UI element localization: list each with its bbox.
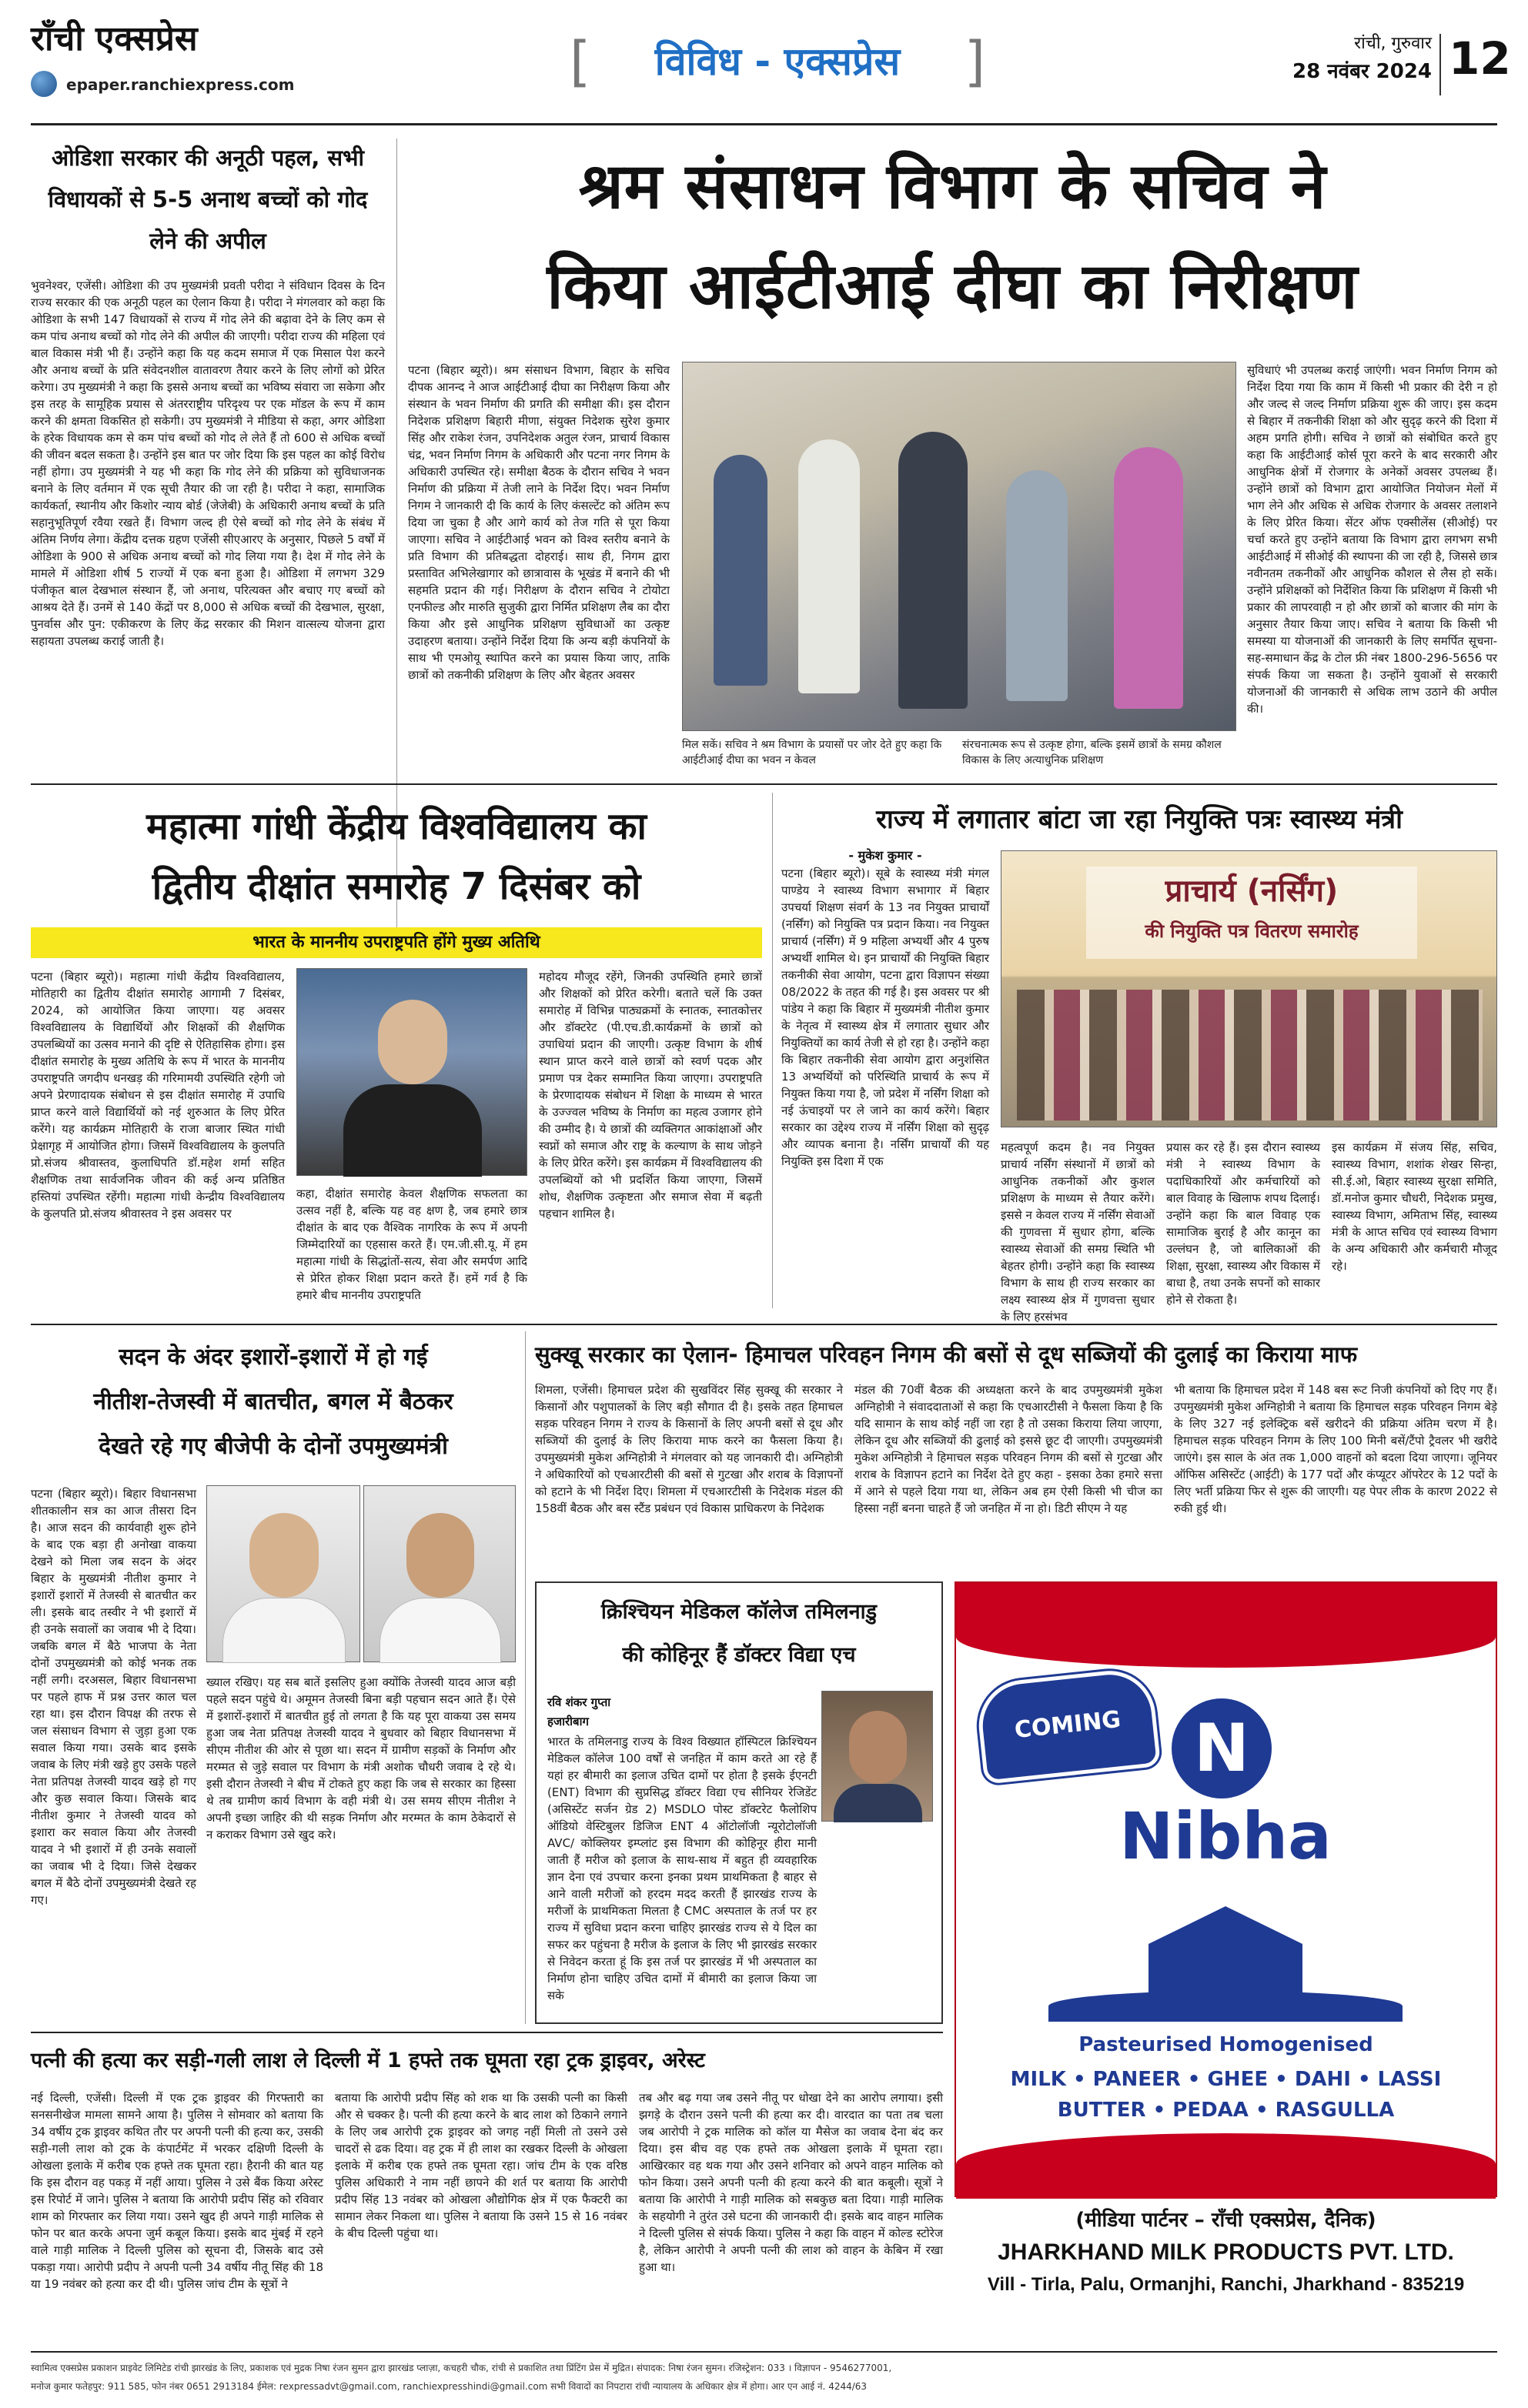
masthead	[0, 0, 1528, 131]
himachal-body-1: शिमला, एजेंसी। हिमाचल प्रदेश की सुखविंदर सिंह सुक्खू की सरकार ने किसानों और पशुपालकों के लिए बड़ी सौगात दी है। इसके तहत हिमाचल सड़क परिवहन निगम ने राज्य के किसानों के लिए अपनी बसों से दूध और सब्जियों की दुलाई के लिए किराया माफ करने का फैसला किया है। उपमुख्यमंत्री मुकेश अग्निहोत्री ने मंगलवार को यह जानकारी दी। अग्निहोत्री ने अधिकारियों को एचआरटीसी की बसों से गुटखा और शराब के विज्ञापनों को हटाने के भी निर्देश दिए। शिमला में एचआरटीसी के निदेशक मंडल की 158वीं बैठक और बस स्टैंड प्रबंधन एवं विकास प्राधिकरण के निदेशक	[535, 1383, 843, 1515]
nibha-ad	[955, 1581, 1497, 2197]
ceremony-banner-title: प्राचार्य (नर्सिंग)	[1165, 873, 1339, 909]
labour-photo-caption-right: संरचनात्मक रूप से उत्कृष्ट होगा, बल्कि इसमें छात्रों के समग्र कौशल विकास के लिए अत्याधुनिक प्रशिक्षण	[962, 739, 1222, 766]
gandhi-body-3: महोदय मौजूद रहेंगे, जिनकी उपस्थिति हमारे छात्रों और शिक्षकों को प्रेरित करेगी। बताते चलें कि उक्त समारोह में विभिन्न पाठ्यक्रमों के स्नातक, स्नातकोत्तर और डॉक्टरेट (पी.एच.डी.कार्यक्रमों के छात्रों को उपाधियां प्रदान की जाएगी। उत्कृष्ट विभाग के शीर्ष स्थान प्राप्त करने वाले छात्रों को स्वर्ण पदक और प्रमाण पत्र देकर सम्मानित किया जाएगा। उपराष्ट्रपति के प्रेरणादायक संबोधन में शिक्षा के माध्यम से भारत के उज्ज्वल भविष्य के निर्माण का महत्व उजागर होने की उम्मीद है। ये छात्रों की व्यक्तिगत आकांक्षाओं और स्वप्नों को समाज और राष्ट्र के कल्याण के साथ जोड़ने के लिए प्रेरित करेंगे। इस कार्यक्रम में विश्वविद्यालय की उपलब्धियों को भी प्रदर्शित किया जाएगा, जिसमें शोध, शैक्षणिक उत्कृष्टता और समाज सेवा में बढ़ती पहचान शामिल है।	[539, 970, 762, 1221]
health-body-1: पटना (बिहार ब्यूरो)। सूबे के स्वास्थ्य मंत्री मंगल पाण्डेय ने स्वास्थ्य विभाग सभागार में बिहार उपचर्या शिक्षण संवर्ग के 13 नव नियुक्त प्राचार्यों (नर्सिंग) को नियुक्ति पत्र प्रदान किया। नव नियुक्त प्राचार्य (नर्सिंग) में 9 महिला अभ्यर्थी और 4 पुरुष अभ्यर्थी शामिल थे। इन प्राचार्यों की नियुक्ति बिहार तकनीकी सेवा आयोग, पटना द्वारा विज्ञापन संख्या 08/2022 के तहत की गई है। इस अवसर पर श्री पांडेय ने कहा कि बिहार में मुख्यमंत्री नीतीश कुमार के नेतृत्व में स्वास्थ्य क्षेत्र में लगातार सुधार और नियुक्तियों का कार्य तेजी से हो रहा है। उन्होंने कहा कि बिहार तकनीकी सेवा आयोग द्वारा अनुशंसित 13 अभ्यर्थियों को परिस्थिति प्राचार्य के रूप में नियुक्त किया गया है, जो प्रदेश में नर्सिंग शिक्षा को नई ऊंचाइयों पर ले जाने का कार्य करेंगे। बिहार सरकार का उद्देश्य राज्य में नर्सिंग शिक्षा को सुदृढ़ और व्यापक बनाना है। नर्सिंग प्राचार्यों की यह नियुक्ति इस दिशा में एक	[781, 867, 989, 1168]
himachal-body-2: मंडल की 70वीं बैठक की अध्यक्षता करने के बाद उपमुख्यमंत्री मुकेश अग्निहोत्री ने संवाददाताओं से कहा कि एचआरटीसी ने फैसला किया है कि यदि सामान के साथ कोई नहीं जा रहा है तो उसका किराया लिया जाएगा, लेकिन दूध और सब्जियों की ढुलाई को इससे छूट दी जाएगी। उपमुख्यमंत्री मुकेश अग्निहोत्री ने हिमाचल सड़क परिवहन निगम की बसों से गुटखा और शराब के विज्ञापन हटाने का निर्देश देते हुए कहा - इसका ठेका हमारे सत्ता में आने से पहले दिया गया था, लेकिन अब हम ऐसी किसी भी चीज का हिस्सा नहीं बनना चाहते हैं जो जनहित में ना हो। डिटी सीएम ने यह	[854, 1383, 1162, 1515]
odisha-body: भुवनेश्वर, एजेंसी। ओडिशा की उप मुख्यमंत्री प्रवती परीदा ने संविधान दिवस के दिन राज्य सरकार की एक अनूठी पहल का ऐलान किया है। परीदा ने मंगलवार को कहा कि ओडिशा के सभी 147 विधायकों से राज्य में गोद लेने की बढ़ावा देने के लिए कम से कम पांच अनाथ बच्चों को गोद लेने की अपील की जाएगी। परीदा राज्य की महिला एवं बाल विकास मंत्री भी हैं। उन्होंने कहा कि यह कदम समाज में एक मिसाल पेश करने और अनाथ बच्चों के प्रति संवेदनशील वातावरण तैयार करने के लिए लोगों को प्रेरित करेगा। उप मुख्यमंत्री ने कहा कि इससे अनाथ बच्चों का भविष्य संवारा जा सकेगा और इस तरह के सामूहिक प्रयास से अंतरराष्ट्रीय परिदृश्य पर एक मॉडल के रूप में काम करने की क्षमता विकसित हो सकेगी। उप मुख्यमंत्री ने मीडिया से कहा, अगर ओडिशा के हरेक विधायक कम से कम पांच बच्चों को गोद ले लेते हैं तो 600 से अधिक बच्चों की जीवन बदल सकता है। उन्होंने इस बात पर जोर दिया कि इस पहल का कोई विरोध नहीं होगा। उप मुख्यमंत्री ने यह भी कहा कि गोद लेने की प्रक्रिया को सुविधाजनक बनाने के लिए वर्तमान में एक सूची तैयार की जा रही है। परीदा ने कहा, सामाजिक कार्यकर्ता, स्थानीय और किशोर न्याय बोर्ड (जेजेबी) के अधिकारी अनाथ बच्चों के प्रति सहानुभूतिपूर्ण रवैया रखते हैं। विभाग जल्द ही ऐसे बच्चों को गोद लेने के संबंध में अंतिम निर्णय लेगा। केंद्रीय दत्तक ग्रहण एजेंसी सीएआरए के अनुसार, पिछले 5 वर्षों में ओडिशा के 900 से अधिक अनाथ बच्चों को गोद लिया गया है। देश में गोद लेने के मामले में ओडिशा शीर्ष 5 राज्यों में एक बना हुआ है। ओडिशा में लगभग 329 पंजीकृत बाल देखभाल संस्थान हैं, जो अनाथ, परित्यक्त और बचाए गए बच्चों को आश्रय देते हैं। उनमें से 140 केंद्रों पर 8,000 से अधिक बच्चों की देखभाल, सुरक्षा, पुनर्वास और पुन: एकीकरण के लिए केंद्र सरकार की मिशन वात्सल्य योजना द्वारा सहायता उपलब्ध कराई जाती है।	[31, 279, 385, 648]
section-rule	[31, 1324, 1497, 1325]
milk-splash-bottom	[956, 2133, 1496, 2199]
ad-tagline: Pasteurised Homogenised	[1078, 2033, 1373, 2056]
nibha-logo-icon: N	[1172, 1698, 1272, 1798]
portrait-body	[379, 1598, 501, 1663]
ad-address: Vill - Tirla, Palu, Ormanjhi, Ranchi, Jharkhand - 835219	[987, 2274, 1465, 2295]
ad-company: JHARKHAND MILK PRODUCTS PVT. LTD.	[998, 2239, 1454, 2265]
epaper-url[interactable]: epaper.ranchiexpress.com	[66, 75, 295, 94]
delhi-body-3: तब और बढ़ गया जब उसने नीतू पर धोखा देने का आरोप लगाया। इसी झगड़े के दौरान उसने पत्नी की हत्या कर दी। वारदात का पता तब चला जब आरोपी ने ट्रक मालिक को कॉल या मैसेज का जवाब देना बंद कर दिया। इस बीच वह एक हफ्ते तक ओखला इलाके में घूमता रहा। आखिरकार वह थक गया और उसने शनिवार को अपने वाहन मालिक को फोन किया। उसने अपनी पत्नी की हत्या करने की बात कबूली। सूत्रों ने बताया कि आरोपी ने गाड़ी मालिक को सबकुछ बता दिया। गाड़ी मालिक के सहयोगी ने तुरंत उसे घटना की जानकारी दी। इसके बाद वाहन मालिक ने दिल्ली पुलिस से संपर्क किया। पुलिस ने कहा कि वाहन में कोल्ड स्टोरेज है, लेकिन आरोपी ने अपनी पत्नी की लाश को वाहन के केबिन में रखा हुआ था।	[639, 2091, 943, 2274]
people-group	[1017, 990, 1483, 1121]
gandhi-subhead: भारत के माननीय उपराष्ट्रपति होंगे मुख्य अतिथि	[31, 927, 762, 958]
tejashwi-portrait	[363, 1485, 516, 1662]
field-icon	[1048, 1991, 1403, 2022]
gandhi-headline: महात्मा गांधी केंद्रीय विश्वविद्यालय का द्वितीय दीक्षांत समारोह 7 दिसंबर को	[146, 805, 647, 908]
logo-text: राँची एक्सप्रेस	[31, 19, 198, 58]
masthead-logo	[31, 14, 285, 68]
farm-illustration	[1048, 1891, 1403, 2022]
bracket-left-icon: [	[570, 30, 591, 93]
ceremony-banner	[1086, 867, 1417, 959]
portrait-head	[249, 1513, 319, 1598]
delhi-headline: पत्नी की हत्या कर सड़ी-गली लाश ले दिल्ली में 1 हफ्ते तक घूमता रहा ट्रक ड्राइवर, अरेस्ट	[31, 2049, 705, 2072]
odisha-headline: ओडिशा सरकार की अनूठी पहल, सभी विधायकों से 5-5 अनाथ बच्चों को गोद लेने की अपील	[48, 145, 368, 254]
doctor-portrait	[821, 1691, 933, 1822]
portrait-head	[406, 1513, 474, 1598]
person-figure	[1006, 470, 1068, 701]
labour-photo-caption-left: मिल सकें। सचिव ने श्रम विभाग के प्रयासों पर जोर देते हुए कहा कि आईटीआई दीघा का भवन न केवल	[682, 739, 942, 766]
portrait-head	[849, 1711, 907, 1784]
himachal-headline: सुक्खू सरकार का ऐलान- हिमाचल परिवहन निगम की बसों से दूध सब्जियों की दुलाई का किराया माफ	[535, 1341, 1358, 1368]
section-rule	[31, 783, 1497, 785]
footer-line-2: मनोज कुमार फतेहपुर: 911 585, फोन नंबर 0651 2913184 ईमेल: rexpressadvt@gmail.com, ranchiexpresshindi@gmail.com सभी विवादों का निपटारा रांची न्यायालय के अधिकार क्षेत्र में होगा। आर एन आई नं. 4244/63	[31, 2381, 868, 2392]
person-figure	[798, 439, 860, 693]
milk-splash	[956, 1583, 1496, 1668]
cmc-box	[535, 1581, 943, 2024]
nursing-ceremony-photo	[1001, 850, 1497, 1127]
bihar-body-1: पटना (बिहार ब्यूरो)। बिहार विधानसभा शीतकालीन सत्र का आज तीसरा दिन है। आज सदन की कार्यवाही शुरू होने के बाद एक बड़ा ही अनोखा वाकया देखने को मिला जब सदन के अंदर बिहार के मुख्यमंत्री नीतीश कुमार ने इशारों इशारों में तेजस्वी से बातचीत कर ली। इसके बाद तस्वीर ने भी इशारों में ही उनके सवालों का जवाब भी दे दिया। जबकि बगल में बैठे भाजपा के नेता दोनों उपमुख्यमंत्री को कोई भनक तक नहीं लगी। दरअसल, बिहार विधानसभा पर पहले हाफ में प्रश्न उत्तर काल चल रहा था। इस दौरान विपक्ष की तरफ से जल संसाधन विभाग से जुड़ा हुआ एक सवाल किया गया। उसके बाद इसके जवाब के लिए मंत्री खड़े हुए उसके पहले नेता प्रतिपक्ष तेजस्वी यादव खड़े हो गए और कुछ सवाल किया। जिसके बाद नीतीश कुमार ने तेजस्वी यादव को इशारा कर सवाल किया और तेजस्वी यादव ने भी इशारों में ही उनके सवालों का जवाब भी दे दिया। जिसे देखकर बगल में बैठे दोनों उपमुख्यमंत्री देखते रह गए।	[31, 1487, 196, 1907]
cmc-byline: रवि शंकर गुप्ता	[547, 1695, 611, 1709]
footer-imprint	[31, 2359, 1497, 2401]
section-banner	[570, 31, 985, 92]
person-figure	[1114, 447, 1183, 709]
bracket-right-icon: ]	[964, 30, 985, 93]
ad-products-2: BUTTER • PEDAA • RASGULLA	[1057, 2099, 1395, 2122]
bihar-headline: सदन के अंदर इशारों-इशारों में हो गई नीतीश-तेजस्वी में बातचीत, बगल में बैठकर देखते रहे गए बीजेपी के दोनों उपमुख्यमंत्री	[93, 1344, 453, 1460]
labour-body-left: पटना (बिहार ब्यूरो)। श्रम संसाधन विभाग, बिहार के सचिव दीपक आनन्द ने आज आईटीआई दीघा का निरीक्षण किया और संस्थान के भवन निर्माण की प्रगति की समीक्षा की। इस दौरान निदेशक प्रशिक्षण बिहारी मीणा, संयुक्त निदेशक सुरेश कुमार सिंह और राकेश रंजन, उपनिदेशक अतुल रंजन, प्राचार्य विकास चंद्र, भवन निर्माण निगम के अधिकारी और पटना नगर निगम के अधिकारी उपस्थित रहे। समीक्षा बैठक के दौरान सचिव ने भवन निर्माण की प्रक्रिया में तेजी लाने के निर्देश दिए। भवन निर्माण निगम ने जानकारी दी कि कार्य के लिए कंसल्टेंट को अंतिम रूप दिया जा चुका है और आगे कार्य को तेज गति से पूरा किया जाएगा। सचिव ने आईटीआई भवन को विश्व स्तरीय बनाने के प्रति विभाग की प्रतिबद्धता दोहराई। साथ ही, निगम द्वारा प्रस्तावित अभिलेखागार को छात्रावास के भूखंड में बनाने की भी सहमति प्रदान की गई। निरीक्षण के दौरान सचिव ने टोयोटा एनफील्ड और मारुति सुजुकी द्वारा निर्मित प्रशिक्षण लैब का दौरा किया और इसे आधुनिक प्रशिक्षण सुविधाओं का उत्कृष्ट उदाहरण बताया। उन्होंने निर्देश दिया कि अन्य बड़ी कंपनियों के साथ भी एमओयू स्थापित करने का प्रयास किया जाए, ताकि छात्रों को तकनीकी प्रशिक्षण के लिए और बेहतर अवसर	[408, 363, 670, 682]
page-divider	[1439, 34, 1441, 95]
col-divider	[772, 793, 773, 1308]
globe-icon	[31, 71, 57, 97]
gandhi-body-1: पटना (बिहार ब्यूरो)। महात्मा गांधी केंद्रीय विश्वविद्यालय, मोतिहारी का द्वितीय दीक्षांत समारोह आगामी 7 दिसंबर, 2024, को आयोजित किया जाएगा। यह अवसर विश्वविद्यालय के विद्यार्थियों और शिक्षकों की शैक्षणिक उपलब्धियों का उत्सव मनाने की दृष्टि से ऐतिहासिक होगा। इस दीक्षांत समारोह के मुख्य अतिथि के रूप में भारत के माननीय उपराष्ट्रपति जगदीप धनखड़ की गरिमामयी उपस्थिति रहेगी जो अपने प्रेरणादायक संबोधन से इस दीक्षांत समारोह में उपाधि प्राप्त करने वाले विद्यार्थियों को नई शुरुआत के लिए प्रेरित करेंगे। यह कार्यक्रम मोतिहारी के राजा बाजार स्थित गांधी प्रेक्षागृह में आयोजित होगा। जिसमें विश्वविद्यालय के कुलपति प्रो.संजय श्रीवास्तव, कुलाधिपति डॉ.महेश शर्मा सहित शैक्षणिक तथा सार्वजनिक जीवन की कई अन्य प्रतिष्ठित हस्तियां उपस्थित रहेंगी। महात्मा गांधी केन्द्रीय विश्वविद्यालय के कुलपति प्रो.संजय श्रीवास्तव ने इस अवसर पर	[31, 970, 285, 1221]
portrait-body	[834, 1784, 922, 1822]
portrait-body	[343, 1084, 482, 1177]
delhi-body-1: नई दिल्ली, एजेंसी। दिल्ली में एक ट्रक ड्राइवर की गिरफ्तारी का सनसनीखेज मामला सामने आया है। पुलिस ने सोमवार को बताया कि 34 वर्षीय ट्रक ड्राइवर कथित तौर पर अपनी पत्नी की हत्या कर, उसकी सड़ी-गली लाश को ट्रक के कंपार्टमेंट में भरकर दक्षिणी दिल्ली के ओखला इलाके में करीब एक हफ्ते तक घूमता रहा। हैरानी की बात यह कि इस दौरान वह पकड़ में नहीं आया। पुलिस ने उसे बैंक किया अरेस्ट इस रिपोर्ट में जाने। पुलिस ने बताया कि आरोपी प्रदीप सिंह को रविवार शाम को गिरफ्तार कर लिया गया। उसने खुद ही अपने गाड़ी मालिक से फोन पर बात करके अपना जुर्म कबूल किया। इसके बाद मुंबई में रहने वाले गाड़ी मालिक ने दिल्ली पुलिस को सूचना दी, जिसके बाद उसे पकड़ा गया। आरोपी प्रदीप ने अपनी पत्नी 34 वर्षीय नीतू सिंह की 18 या 19 नवंबर को हत्या कर दी थी। पुलिस जांच टीम के सूत्रों ने	[31, 2091, 323, 2291]
person-figure	[898, 432, 968, 709]
health-body-4: इस कार्यक्रम में संजय सिंह, सचिव, स्वास्थ्य विभाग, शशांक शेखर सिन्हा, सी.ई.ओ, बिहार स्वास्थ्य सुरक्षा समिति, डॉ.मनोज कुमार चौधरी, निदेशक प्रमुख, स्वास्थ्य विभाग, अमिताभ सिंह, स्वास्थ्य मंत्री के आप्त सचिव एवं स्वास्थ्य विभाग के अन्य अधिकारी और कर्मचारी मौजूद रहे।	[1332, 1141, 1497, 1273]
cmc-headline: क्रिश्चियन मेडिकल कॉलेज तमिलनाडु की कोहिनूर हैं डॉक्टर विद्या एच	[600, 1600, 878, 1667]
nitish-portrait	[206, 1485, 360, 1662]
iti-inspection-photo	[682, 362, 1236, 731]
portrait-head	[378, 1000, 447, 1084]
ad-products-1: MILK • PANEER • GHEE • DAHI • LASSI	[1010, 2068, 1442, 2091]
health-byline: - मुकेश कुमार -	[848, 848, 922, 863]
delhi-body-2: बताया कि आरोपी प्रदीप सिंह को शक था कि उसकी पत्नी का किसी और से चक्कर है। पत्नी की हत्या करने के बाद लाश को ठिकाने लगाने के लिए जब आरोपी ट्रक ड्राइवर को जगह नहीं मिली तो उसने उसे चादरों से ढक दिया। वह ट्रक में ही लाश का रखकर दिल्ली के ओखला इलाके में करीब एक हफ्ते तक घूमता रहा। जांच टीम के एक वरिष्ठ पुलिस अधिकारी ने नाम नहीं छापने की शर्त पर बताया कि आरोपी प्रदीप सिंह 13 नवंबर को ओखला औद्योगिक क्षेत्र में एक फैक्टरी का सामान लेकर निकला था। पुलिस ने बताया कि उसने 15 से 16 नवंबर के बीच दिल्ली पहुंचा था।	[335, 2091, 627, 2240]
masthead-rule	[31, 123, 1497, 125]
portrait-body	[222, 1598, 346, 1663]
health-body-3: प्रयास कर रहे हैं। इस दौरान स्वास्थ्य मंत्री ने स्वास्थ्य विभाग के पदाधिकारियों और कर्मचारियों को बाल विवाह के खिलाफ शपथ दिलाई। उन्होंने कहा कि बाल विवाह एक सामाजिक बुराई है और कानून का उल्लंघन है, जो बालिकाओं की शिक्षा, सुरक्षा, स्वास्थ्य और विकास में बाधा है, तथा उनके सपनों को साकार होने से रोकता है।	[1166, 1141, 1320, 1307]
cmc-body: भारत के तमिलनाडु राज्य के विश्व विख्यात हॉस्पिटल क्रिश्चियन मेडिकल कॉलेज 100 वर्षों से जनहित में काम करते आ रहे हैं यहां हर बीमारी का इलाज उचित दामों पर होता है इसके ईएनटी (ENT) विभाग की सुप्रसिद्ध डॉक्टर विद्या एच सीनियर रेजिडेंट (असिस्टेंट सर्जन ग्रेड 2) MSDLO पोस्ट डॉक्टरेट फैलोशिप ऑडियो वेस्टिबुलर डिजिज ENT 4 ऑटोलॉजी न्यूरोटोलॉजी AVC/ कोक्लियर इम्प्लांट इस विभाग की कोहिनूर हीरा मानी जाती हैं मरीज को इलाज के साथ-साथ में बहुत ही व्यवहारिक ज्ञान देना एवं उपचार करना इनका प्रथम प्राथमिकता है बाहर से आने वाली मरीजों को हरदम मदद करती हैं झारखंड राज्य के मरीजों के प्राथमिकता मिलता है CMC अस्पताल के तर्ज पर हर राज्य में सुविधा प्रदान करना चाहिए झारखंड राज्य से ये दिल का सफर कर पहुंचना है मरीज के इलाज के लिए भी झारखंड सरकार से निवेदन करता हूं कि इस तर्ज पर झारखंड में भी अस्पताल का निर्माण होना चाहिए उचित दामों में बीमारी का इलाज किया जा सके	[547, 1735, 817, 2002]
nibha-brand: Nibha	[1119, 1798, 1332, 1874]
footer-rule	[31, 2351, 1497, 2353]
dateline-box	[1278, 31, 1432, 86]
city-day: रांची, गुरुवार	[1354, 34, 1432, 53]
cmc-dateline: हजारीबाग	[547, 1715, 589, 1728]
ceremony-banner-sub: की नियुक्ति पत्र वितरण समारोह	[1145, 920, 1359, 942]
issue-date: 28 नवंबर 2024	[1292, 60, 1432, 83]
coming-soon-badge: COMING SOON	[975, 1666, 1161, 1784]
ad-media-partner: (मीडिया पार्टनर – राँची एक्सप्रेस, दैनिक)	[1075, 2209, 1376, 2232]
labour-headline: श्रम संसाधन विभाग के सचिव ने किया आईटीआई दीघा का निरीक्षण	[547, 150, 1359, 323]
person-figure	[714, 455, 767, 686]
section-rule	[31, 2032, 943, 2033]
vice-president-photo	[296, 968, 527, 1176]
footer-line-1: स्वामित्व एक्सप्रेस प्रकाशन प्राइवेट लिमिटेड रांची झारखंड के लिए, प्रकाशक एवं मुद्रक निषा रंजन सुमन द्वारा झारखंड प्लाज़ा, कचहरी चौक, रांची से प्रकाशित तथा प्रिंटिंग प्रेस में मुद्रित। संपादक: निषा रंजन सुमन। रजिस्ट्रेशन: 033 । विज्ञापन - 9546277001,	[31, 2363, 892, 2373]
page-number: 12	[1449, 32, 1511, 85]
health-headline: राज्य में लगातार बांटा जा रहा नियुक्ति पत्रः स्वास्थ्य मंत्री	[876, 804, 1403, 835]
bihar-body-2: ख्याल रखिए। यह सब बातें इसलिए हुआ क्योंकि तेजस्वी यादव आज बड़ी पहले सदन पहुंचे थे। अमूमन तेजस्वी बिना बड़ी पहचान सदन आते हैं। ऐसे में इशारों-इशारों में बातचीत हुई तो लगता है कि यह पूरा वाकया उस समय हुआ जब नेता प्रतिपक्ष तेजस्वी यादव ने बुधवार को बिहार विधानसभा में सीएम नीतीश की ओर से पूछा था। सदन में ग्रामीण सड़कों के निर्माण और मरम्मत से जुड़े सवाल पर विभाग के मंत्री अशोक चौधरी जवाब दे रहे थे। इसी दौरान तेजस्वी ने बीच में टोकते हुए कहा कि जब से सरकार का हिस्सा थे तब ग्रामीण कार्य विभाग के वही मंत्री थे। उस समय सीएम नीतीश ने अपनी इच्छा जाहिर की थी सड़क निर्माण और मरम्मत के काम ठेकेदारों से न कराकर विभाग उसे खुद करे।	[206, 1675, 516, 1842]
col-divider	[525, 1331, 526, 2024]
gandhi-body-2: कहा, दीक्षांत समारोह केवल शैक्षणिक सफलता का उत्सव नहीं है, बल्कि यह वह क्षण है, जब हमारे छात्र दीक्षांत के बाद एक वैश्विक नागरिक के रूप में अपनी जिम्मेदारियों का एहसास करते हैं। एम.जी.सी.यू. में हम महात्मा गांधी के सिद्धांतों-सत्य, सेवा और समर्पण आदि से प्रेरित होकर शिक्षा प्रदान करते हैं। हमें गर्व है कि हमारे बीच माननीय उपराष्ट्रपति	[296, 1187, 527, 1302]
labour-body-right: सुविधाएं भी उपलब्ध कराई जाएंगी। भवन निर्माण निगम को निर्देश दिया गया कि काम में किसी भी प्रकार की देरी न हो और जल्द से जल्द निर्माण प्रक्रिया शुरू की जाए। इस कदम से बिहार में तकनीकी शिक्षा को और सुदृढ़ करने की दिशा में अहम प्रगति होगी। सचिव ने छात्रों को संबोधित करते हुए कहा कि आईटीआई कोर्स पूरा करने के बाद सरकारी और आधुनिक क्षेत्रों में रोजगार के अनेकों अवसर उपलब्ध हैं। उन्होंने छात्रों को विभाग द्वारा आयोजित नियोजन मेलों में भाग लेने और अधिक से अधिक रोजगार के अवसर तलाशने के लिए प्रेरित किया। सेंटर ऑफ एक्सीलेंस (सीओई) पर चर्चा करते हुए उन्होंने बताया कि विभाग द्वारा लगभग सभी आईटीआई में सीओई की स्थापना की जा रही है, जिससे छात्र नवीनतम तकनीकों और आधुनिक कौशल से लैस हो सकें। उन्होंने प्रशिक्षकों को निर्देशित किया कि प्रशिक्षण में किसी भी प्रकार की लापरवाही न हो और छात्रों को बाजार की मांग के अनुसार तैयार किया जाए। सचिव ने बताया कि किसी भी समस्या या योजनाओं की जानकारी के लिए समर्पित सूचना-सह-समाधान केंद्र के टोल फ्री नंबर 1800-296-5656 पर संपर्क किया जा सकता है। उन्होंने युवाओं से सरकारी योजनाओं की जानकारी से अधिक लाभ उठाने की अपील की।	[1247, 363, 1497, 716]
section-title: विविध - एक्सप्रेस	[654, 39, 901, 84]
himachal-body-3: भी बताया कि हिमाचल प्रदेश में 148 बस रूट निजी कंपनियों को दिए गए हैं। उपमुख्यमंत्री मुकेश अग्निहोत्री ने बताया कि हिमाचल सड़क परिवहन निगम बेड़े के लिए 327 नई इलेक्ट्रिक बसें खरीदने की प्रक्रिया अंतिम चरण में है। हिमाचल सड़क परिवहन निगम के लिए 100 मिनी बसें/टैंपो ट्रैवलर भी खरीदे जाएंगे। इस साल के अंत तक 1,000 वाहनों को बदला दिया जाएगा। जूनियर ऑफिस असिस्टेंट (आईटी) के 177 पदों और कंप्यूटर ऑपरेटर के 12 पदों के लिए भर्ती प्रक्रिया फिर से शुरू की जाएगी। यह पेपर लीक के कारण 2022 से रुकी हुई थी।	[1174, 1383, 1497, 1515]
health-body-2: महत्वपूर्ण कदम है। नव नियुक्त प्राचार्य नर्सिंग संस्थानों में छात्रों को आधुनिक तकनीकों और कुशल प्रशिक्षण के माध्यम से तैयार करेंगे। इससे न केवल राज्य में नर्सिंग सेवाओं की गुणवत्ता में सुधार होगा, बल्कि स्वास्थ्य सेवाओं की समग्र स्थिति भी बेहतर होगी। उन्होंने कहा कि स्वास्थ्य विभाग के साथ ही राज्य सरकार का लक्ष्य स्वास्थ्य क्षेत्र में गुणवत्ता सुधार के लिए हरसंभव	[1001, 1141, 1155, 1324]
